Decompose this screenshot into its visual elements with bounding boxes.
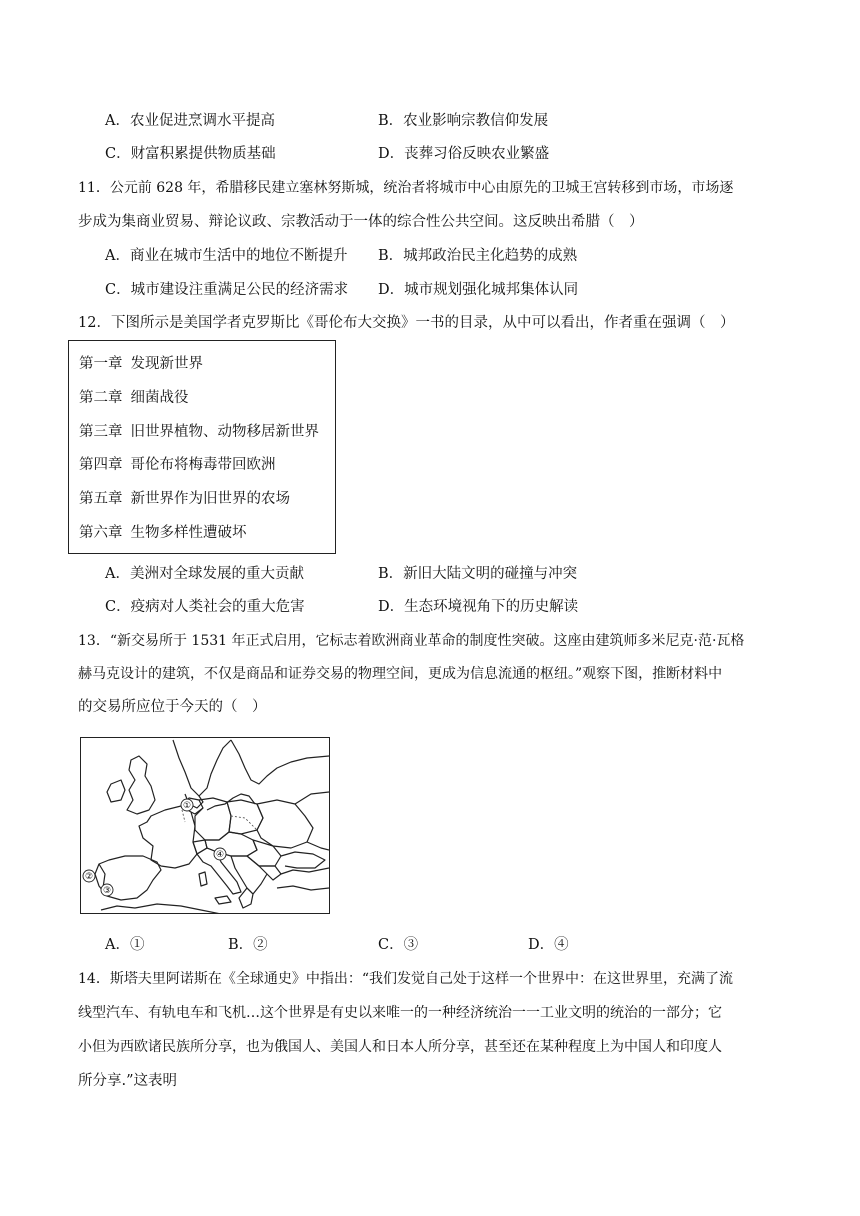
q13-option-a: A．①: [105, 937, 145, 953]
toc-item: 第五章 新世界作为旧世界的农场: [79, 491, 290, 507]
toc-item: 第二章 细菌战役: [79, 390, 189, 406]
q11-stem-line1: 11．公元前 628 年，希腊移民建立塞林努斯城，统治者将城市中心由原先的卫城王宫转移到市场，市场逐: [78, 180, 734, 196]
q13-stem-line1: 13．“新交易所于 1531 年正式启用，它标志着欧洲商业革命的制度性突破。这座由建筑师多米尼克·范·瓦格: [78, 633, 745, 649]
q10-option-d: D．丧葬习俗反映农业繁盛: [378, 146, 550, 162]
q14-stem-line3: 小但为西欧诸民族所分享，也为俄国人、美国人和日本人所分享，甚至还在某种程度上为中国人和印度人: [78, 1039, 722, 1055]
q13-stem-line3: 的交易所应位于今天的（ ）: [78, 699, 267, 715]
q11-option-a: A．商业在城市生活中的地位不断提升: [105, 248, 348, 264]
map-marker-4: ④: [215, 850, 225, 860]
toc-item: 第三章 旧世界植物、动物移居新世界: [79, 424, 319, 440]
toc-item: 第四章 哥伦布将梅毒带回欧洲: [79, 457, 276, 473]
q12-option-c: C．疫病对人类社会的重大危害: [105, 599, 305, 615]
map-marker-1: ①: [182, 801, 192, 811]
europe-map-drawing: [81, 738, 330, 914]
q11-option-d: D．城市规划强化城邦集体认同: [378, 282, 579, 298]
map-marker-2: ②: [84, 872, 94, 882]
q13-option-d: D．④: [528, 937, 569, 953]
q12-option-a: A．美洲对全球发展的重大贡献: [105, 566, 304, 582]
map-marker-3: ③: [102, 886, 112, 896]
table-of-contents-box: [68, 340, 336, 554]
europe-map: [80, 737, 330, 914]
q13-stem-line2: 赫马克设计的建筑，不仅是商品和证券交易的物理空间，更成为信息流通的枢纽。”观察下图，推断材料中: [78, 666, 723, 682]
toc-item: 第六章 生物多样性遭破坏: [79, 525, 247, 541]
q12-option-b: B．新旧大陆文明的碰撞与冲突: [378, 566, 578, 582]
q14-stem-line2: 线型汽车、有轨电车和飞机…这个世界是有史以来唯一的一种经济统治一一工业文明的统治的一部分；它: [78, 1005, 722, 1021]
q14-stem-line1: 14．斯塔夫里阿诺斯在《全球通史》中指出：“我们发觉自己处于这样一个世界中：在这世界里，充满了流: [78, 971, 733, 987]
q14-stem-line4: 所分享.”这表明: [78, 1073, 178, 1089]
q10-option-c: C．财富积累提供物质基础: [105, 146, 276, 162]
q12-stem: 12．下图所示是美国学者克罗斯比《哥伦布大交换》一书的目录，从中可以看出，作者重在强调（ ）: [78, 315, 735, 331]
toc-item: 第一章 发现新世界: [79, 356, 203, 372]
q11-stem-line2: 步成为集商业贸易、辩论议政、宗教活动于一体的综合性公共空间。这反映出希腊（ ）: [78, 214, 644, 230]
q13-option-c: C．③: [378, 937, 419, 953]
q11-option-c: C．城市建设注重满足公民的经济需求: [105, 282, 349, 298]
q10-option-a: A．农业促进烹调水平提高: [105, 113, 275, 129]
q11-option-b: B．城邦政治民主化趋势的成熟: [378, 248, 578, 264]
q13-option-b: B．②: [228, 937, 268, 953]
q10-option-b: B．农业影响宗教信仰发展: [378, 113, 549, 129]
q12-option-d: D．生态环境视角下的历史解读: [378, 599, 579, 615]
